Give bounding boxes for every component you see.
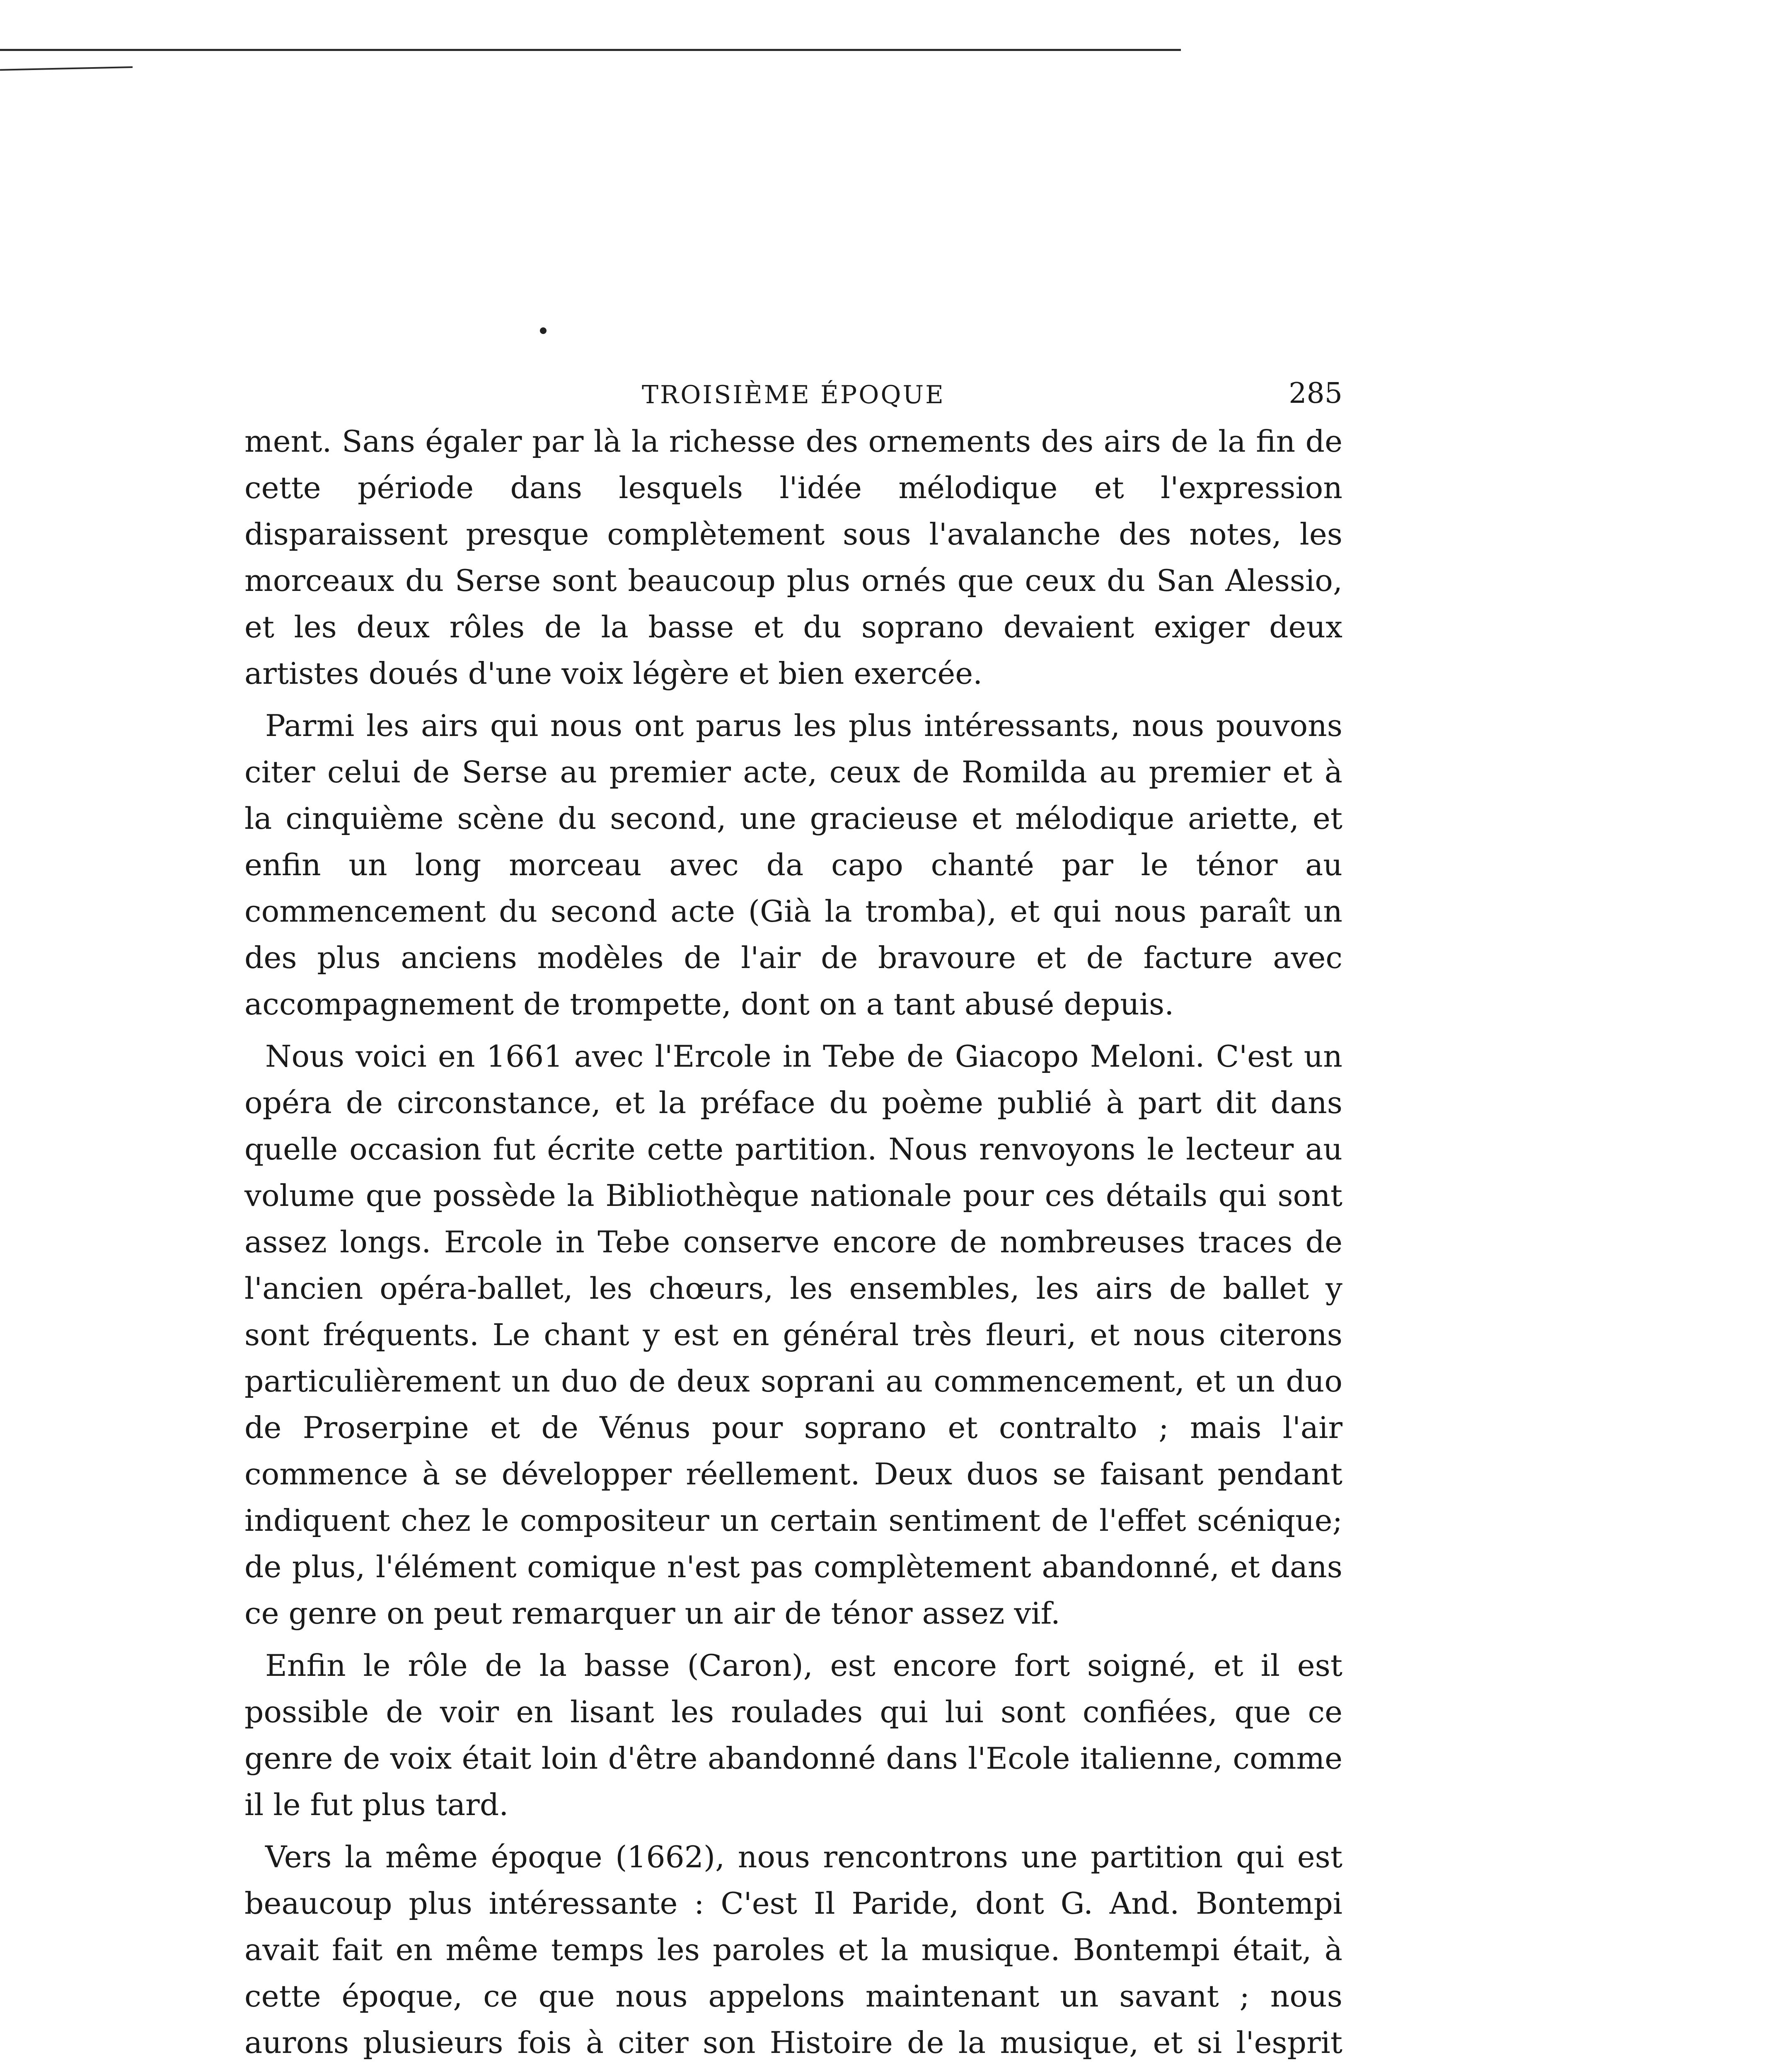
running-title: TROISIÈME ÉPOQUE xyxy=(642,380,945,409)
paragraph-5: Vers la même époque (1662), nous rencontrons une partition qui est beaucoup plus intéressante : C'est Il Paride, dont G. And. Bontempi avait fait en même temps les paroles et la musique. Bontempi était, à cette époque, ce que nous appelons maintenant un savant ; nous aurons plusieurs fois à citer son Histoire de la musique, et si l'esprit xyxy=(244,1840,1342,2060)
paragraph-1: ment. Sans égaler par là la richesse des ornements des airs de la fin de cette période dans lesquels l'idée mélodique et l'expression disparaissent presque complètement sous l'avalanche des notes, les morceaux du Serse sont beaucoup plus ornés que ceux du San Alessio, et les deux rôles de la basse et du soprano devaient exiger deux artistes doués d'une voix légère et bien exercée. xyxy=(244,424,1342,691)
book-page xyxy=(244,373,1342,2072)
top-rule-tail xyxy=(0,66,133,71)
ink-dot xyxy=(540,327,547,334)
paragraph-4: Enfin le rôle de la basse (Caron), est encore fort soigné, et il est possible de voir en lisant les roulades qui lui sont confiées, que ce genre de voix était loin d'être abandonné dans l'Ecole italienne, comme il le fut plus tard. xyxy=(244,1648,1342,1823)
running-head xyxy=(244,373,1342,419)
body-text xyxy=(244,419,1342,2072)
top-rule xyxy=(0,49,1181,51)
paragraph-2: Parmi les airs qui nous ont parus les plus intéressants, nous pouvons citer celui de Serse au premier acte, ceux de Romilda au premier et à la cinquième scène du second, une gracieuse et mélodique ariette, et enfin un long morceau avec da capo chanté par le ténor au commencement du second acte (Già la tromba), et qui nous paraît un des plus anciens modèles de l'air de bravoure et de facture avec accompagnement de trompette, dont on a tant abusé depuis. xyxy=(244,709,1342,1022)
page-number: 285 xyxy=(1289,377,1342,410)
paragraph-3: Nous voici en 1661 avec l'Ercole in Tebe de Giacopo Meloni. C'est un opéra de circonstance, et la préface du poème publié à part dit dans quelle occasion fut écrite cette partition. Nous renvoyons le lecteur au volume que possède la Bibliothèque nationale pour ces détails qui sont assez longs. Ercole in Tebe conserve encore de nombreuses traces de l'ancien opéra-ballet, les chœurs, les ensembles, les airs de ballet y sont fréquents. Le chant y est en général très fleuri, et nous citerons particulièrement un duo de deux soprani au commencement, et un duo de Proserpine et de Vénus pour soprano et contralto ; mais l'air commence à se développer réellement. Deux duos se faisant pendant indiquent chez le compositeur un certain sentiment de l'effet scénique; de plus, l'élément comique n'est pas complètement abandonné, et dans ce genre on peut remarquer un air de ténor assez vif. xyxy=(244,1039,1342,1631)
